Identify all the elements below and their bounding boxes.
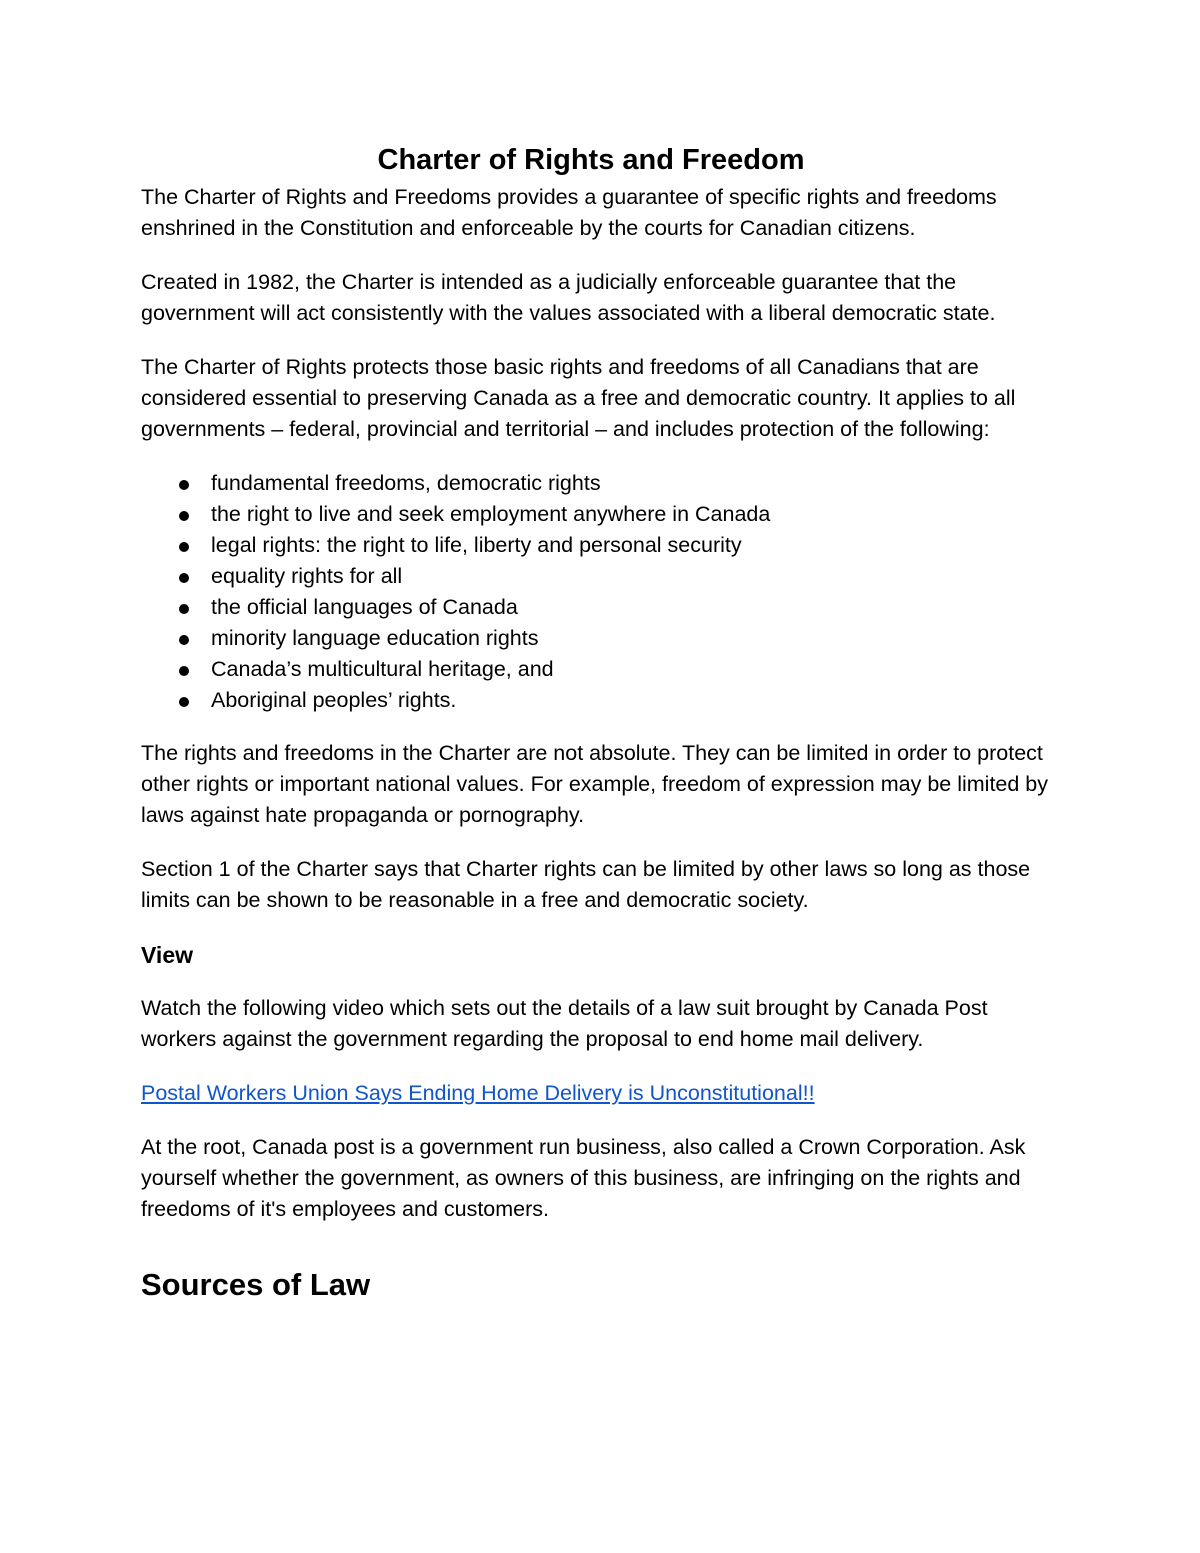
bullet-icon: [179, 511, 189, 521]
list-item: fundamental freedoms, democratic rights: [141, 468, 1061, 499]
list-item: minority language education rights: [141, 623, 1061, 654]
intro-paragraph: The Charter of Rights and Freedoms provides a guarantee of specific rights and freedoms enshrined in the Constitution and enforceable by the courts for Canadian citizens.: [141, 185, 997, 240]
bullet-icon: [179, 697, 189, 707]
list-item: Canada’s multicultural heritage, and: [141, 654, 1061, 685]
list-item: the right to live and seek employment anywhere in Canada: [141, 499, 1061, 530]
created-paragraph: Created in 1982, the Charter is intended as a judicially enforceable guarantee that the government will act consistently with the values associated with a liberal democratic state.: [141, 270, 996, 325]
document-page: [141, 140, 1061, 1305]
video-link[interactable]: Postal Workers Union Says Ending Home Delivery is Unconstitutional!!: [141, 1081, 815, 1105]
list-item: Aboriginal peoples’ rights.: [141, 685, 1061, 716]
limits-paragraph: The rights and freedoms in the Charter are not absolute. They can be limited in order to protect other rights or important national values. For example, freedom of expression may be limited by laws against hate propaganda or pornography.: [141, 741, 1049, 827]
sources-of-law-heading: Sources of Law: [141, 1267, 371, 1302]
bullet-icon: [179, 604, 189, 614]
rights-list: [141, 468, 1061, 716]
page-title: Charter of Rights and Freedom: [377, 144, 805, 176]
bullet-icon: [179, 666, 189, 676]
view-heading: View: [141, 942, 193, 968]
list-item: the official languages of Canada: [141, 592, 1061, 623]
bullet-icon: [179, 573, 189, 583]
root-paragraph: At the root, Canada post is a government run business, also called a Crown Corporation. Ask yourself whether the government, as owners of this business, are infringing on the rights and freedoms of it's employees and customers.: [141, 1135, 1026, 1221]
section1-paragraph: Section 1 of the Charter says that Charter rights can be limited by other laws so long as those limits can be shown to be reasonable in a free and democratic society.: [141, 857, 1031, 912]
list-item: legal rights: the right to life, liberty and personal security: [141, 530, 1061, 561]
protects-paragraph: The Charter of Rights protects those basic rights and freedoms of all Canadians that are considered essential to preserving Canada as a free and democratic country. It applies to all governments – federal, provincial and territorial – and includes protection of the following:: [141, 355, 1016, 441]
bullet-icon: [179, 635, 189, 645]
list-item: equality rights for all: [141, 561, 1061, 592]
bullet-icon: [179, 480, 189, 490]
video-link-paragraph: [141, 1078, 1061, 1109]
watch-paragraph: Watch the following video which sets out the details of a law suit brought by Canada Post workers against the government regarding the proposal to end home mail delivery.: [141, 996, 988, 1051]
bullet-icon: [179, 542, 189, 552]
